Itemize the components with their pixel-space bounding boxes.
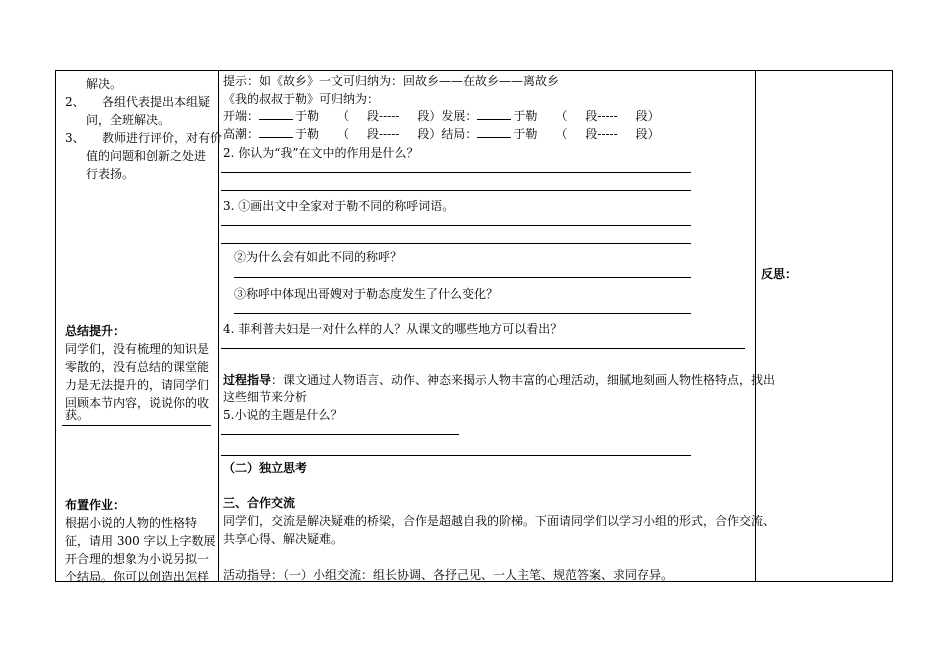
label-gaochao: 高潮：	[223, 127, 260, 141]
question-3-part-2: ②为什么会有如此不同的称呼？	[234, 250, 403, 264]
left-line-1: 解决。	[86, 77, 123, 91]
duan-dash: 段-----	[585, 109, 618, 123]
duan-close: 段）	[417, 109, 442, 123]
question-3-part-3: ③称呼中体现出哥嫂对于勒态度发生了什么变化？	[234, 287, 499, 301]
answer-line[interactable]	[234, 313, 691, 314]
summary-divider	[62, 425, 211, 426]
answer-line[interactable]	[221, 225, 691, 226]
homework-line: 征，请用 300 字以上字数展	[65, 534, 216, 548]
cooperation-line-2: 共享心得、解决疑难。	[223, 532, 344, 546]
label-jieju: 结局：	[441, 127, 478, 141]
answer-line[interactable]	[234, 277, 691, 278]
answer-line[interactable]	[221, 190, 691, 191]
duan-close: 段）	[417, 127, 442, 141]
cooperation-line-1: 同学们，交流是解决疑难的桥梁，合作是超越自我的阶梯。下面请同学们以学习小组的形式，合作交流、	[223, 514, 776, 528]
homework-title: 布置作业：	[65, 498, 126, 512]
summary-line: 零散的，没有总结的课堂能	[65, 360, 210, 374]
summary-line: 获。	[65, 408, 90, 422]
answer-line[interactable]	[221, 172, 691, 173]
label-yule: 于勒	[295, 127, 320, 141]
left-item-2-text-b: 问，全班解决。	[86, 113, 171, 127]
plot-row-2	[223, 125, 660, 143]
hint-text: 提示：如《故乡》一文可归纳为：回故乡——在故乡——离故乡	[223, 74, 560, 88]
left-item-3-text-a: 教师进行评价，对有价	[102, 131, 223, 145]
cooperation-heading: 三、合作交流	[223, 496, 296, 510]
activity-guidance: 活动指导：（一）小组交流：组长协调、各抒己见、一人主笔、规范答案、求同存异。	[223, 568, 674, 582]
summary-title: 总结提升：	[65, 324, 126, 338]
question-5: 5.小说的主题是什么？	[223, 408, 343, 422]
reflection-label: 反思：	[761, 267, 798, 281]
label-yule: 于勒	[295, 109, 320, 123]
summary-line: 力是无法提升的，请同学们	[65, 378, 210, 392]
label-yule: 于勒	[513, 127, 538, 141]
paren-open: （	[337, 127, 350, 141]
process-guidance-title: 过程指导	[223, 373, 272, 387]
column-divider-right	[755, 70, 756, 582]
story-outline-intro: 《我的叔叔于勒》可归纳为：	[223, 92, 380, 106]
answer-blank-kaiduan[interactable]	[259, 107, 293, 120]
paren-open: （	[337, 109, 350, 123]
left-item-3-text-c: 行表扬。	[86, 167, 135, 181]
answer-line[interactable]	[221, 348, 745, 349]
left-item-2-text-a: 各组代表提出本组疑	[102, 95, 211, 109]
question-4: 4. 菲利普夫妇是一对什么样的人？从课文的哪些地方可以看出？	[223, 322, 563, 336]
process-guidance-line-1	[223, 371, 775, 389]
summary-line: 回顾本节内容，说说你的收	[65, 396, 210, 410]
homework-line: 个结局。你可以创造出怎样	[65, 570, 210, 584]
duan-dash: 段-----	[367, 127, 400, 141]
duan-dash: 段-----	[585, 127, 618, 141]
left-item-3-number: 3、	[65, 131, 85, 145]
homework-line: 开合理的想象为小说另拟一	[65, 552, 210, 566]
paren-open: （	[555, 109, 568, 123]
plot-row-1	[223, 107, 660, 125]
summary-line: 同学们，没有梳理的知识是	[65, 342, 210, 356]
left-item-3-text-b: 值的问题和创新之处进	[86, 149, 207, 163]
answer-blank-gaochao[interactable]	[259, 125, 293, 138]
duan-close: 段）	[635, 127, 660, 141]
label-kaiduan: 开端：	[223, 109, 260, 123]
process-guidance-text: ：课文通过人物语言、动作、神态来揭示人物丰富的心理活动，细腻地刻画人物性格特点，找出	[271, 373, 776, 387]
answer-line[interactable]	[221, 243, 691, 244]
left-item-2-number: 2、	[65, 95, 85, 109]
duan-close: 段）	[635, 109, 660, 123]
question-3: 3. ①画出文中全家对于勒不同的称呼词语。	[223, 199, 455, 213]
duan-dash: 段-----	[367, 109, 400, 123]
answer-line[interactable]	[221, 434, 459, 435]
label-fazhan: 发展：	[441, 109, 478, 123]
process-guidance-line-2: 这些细节来分析	[223, 390, 308, 404]
independent-thinking-heading: （二）独立思考	[223, 461, 308, 475]
answer-line[interactable]	[221, 455, 691, 456]
answer-blank-fazhan[interactable]	[477, 107, 511, 120]
question-2: 2. 你认为“我”在文中的作用是什么？	[223, 146, 419, 160]
label-yule: 于勒	[513, 109, 538, 123]
homework-line: 根据小说的人物的性格特	[65, 516, 198, 530]
paren-open: （	[555, 127, 568, 141]
answer-blank-jieju[interactable]	[477, 125, 511, 138]
